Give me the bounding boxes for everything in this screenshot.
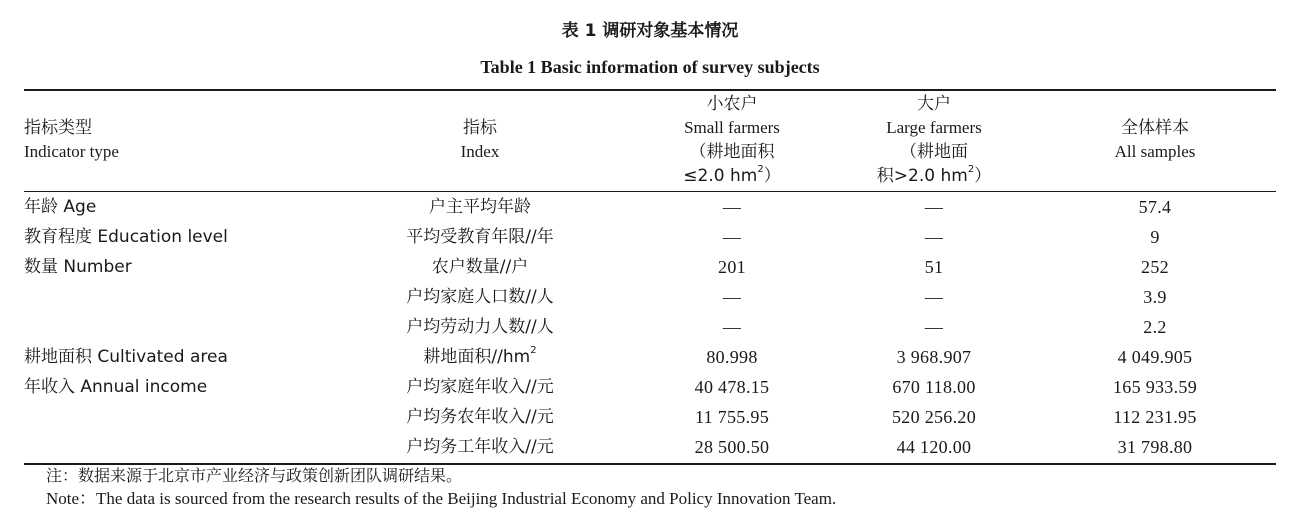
cell-large: — (924, 197, 944, 217)
cell-small: 201 (718, 257, 746, 277)
table-row (0, 222, 1300, 252)
table-row (0, 312, 1300, 342)
cell-index: 平均受教育年限//年 (406, 227, 554, 247)
cell-all: 4 049.905 (1117, 347, 1193, 367)
cell-large: — (924, 287, 944, 307)
header-index-cn: 指标 (463, 118, 497, 138)
cell-all: 165 933.59 (1113, 377, 1197, 397)
table-row (0, 282, 1300, 312)
cell-small: — (722, 287, 742, 307)
cell-type: 数量 Number (24, 257, 132, 277)
table-row (0, 372, 1300, 402)
table-row (0, 252, 1300, 282)
header-large-farmers (834, 92, 1034, 190)
header-small-en: Small farmers (684, 118, 780, 137)
header-large-condition-value: 积>2.0 $hm^2$） (876, 164, 992, 186)
header-indicator-type-en: Indicator type (24, 142, 119, 161)
header-small-condition-value: ≤2.0 $hm^2$） (683, 164, 781, 186)
header-large-en: Large farmers (886, 118, 982, 137)
header-large-cn: 大户 (917, 94, 951, 114)
table-row (0, 432, 1300, 462)
note-english: Note：The data is sourced from the research results of the Beijing Industrial Economy and Policy Innovation Team. (46, 489, 837, 508)
table-row (0, 342, 1300, 372)
cell-all: 9 (1150, 227, 1160, 247)
cell-small: — (722, 227, 742, 247)
cell-small: 11 755.95 (694, 407, 770, 427)
header-indicator-type-cn: 指标类型 (24, 118, 92, 138)
cell-all: 57.4 (1138, 197, 1172, 217)
cell-large: — (924, 227, 944, 247)
cell-small: — (722, 317, 742, 337)
header-small-condition: （耕地面积 (689, 142, 775, 162)
cell-index: 户均务农年收入//元 (406, 407, 554, 427)
cell-small: 28 500.50 (694, 437, 770, 457)
cell-large: 3 968.907 (896, 347, 972, 367)
table-title-english: Table 1 Basic information of survey subjects (480, 57, 820, 77)
cell-small: — (722, 197, 742, 217)
cell-all: 2.2 (1143, 317, 1167, 337)
cell-index: 户均家庭年收入//元 (406, 377, 554, 397)
cell-index: 农户数量//户 (431, 257, 529, 277)
top-rule (24, 89, 1276, 91)
header-all-en: All samples (1114, 142, 1196, 161)
header-large-condition: （耕地面 (900, 142, 968, 162)
cell-index: 耕地面积$//hm^2$ (423, 345, 537, 367)
cell-all: 31 798.80 (1117, 437, 1193, 457)
cell-index: 户均劳动力人数//人 (406, 317, 554, 337)
table-row (0, 192, 1300, 222)
cell-index: 户均家庭人口数//人 (406, 287, 554, 307)
cell-type: 教育程度 Education level (24, 227, 228, 247)
header-small-cn: 小农户 (706, 94, 758, 114)
cell-large: 520 256.20 (892, 407, 976, 427)
cell-type: 年龄 Age (24, 197, 97, 217)
header-index-en: Index (460, 142, 500, 161)
cell-type: 年收入 Annual income (24, 377, 208, 397)
cell-large: — (924, 317, 944, 337)
header-all-cn: 全体样本 (1121, 118, 1189, 138)
cell-large: 670 118.00 (892, 377, 976, 397)
cell-all: 252 (1141, 257, 1169, 277)
cell-all: 3.9 (1143, 287, 1167, 307)
cell-all: 112 231.95 (1113, 407, 1197, 427)
cell-large: 44 120.00 (896, 437, 972, 457)
table-row (0, 402, 1300, 432)
table-title-chinese: 表 1 调研对象基本情况 (561, 21, 739, 41)
cell-small: 80.998 (706, 347, 758, 367)
cell-large: 51 (924, 257, 944, 277)
cell-index: 户主平均年龄 (429, 197, 531, 217)
header-small-farmers (632, 92, 832, 190)
note-chinese: 注：数据来源于北京市产业经济与政策创新团队调研结果。 (46, 466, 463, 485)
cell-type: 耕地面积 Cultivated area (24, 347, 228, 367)
cell-index: 户均务工年收入//元 (406, 437, 554, 457)
cell-small: 40 478.15 (694, 377, 770, 397)
